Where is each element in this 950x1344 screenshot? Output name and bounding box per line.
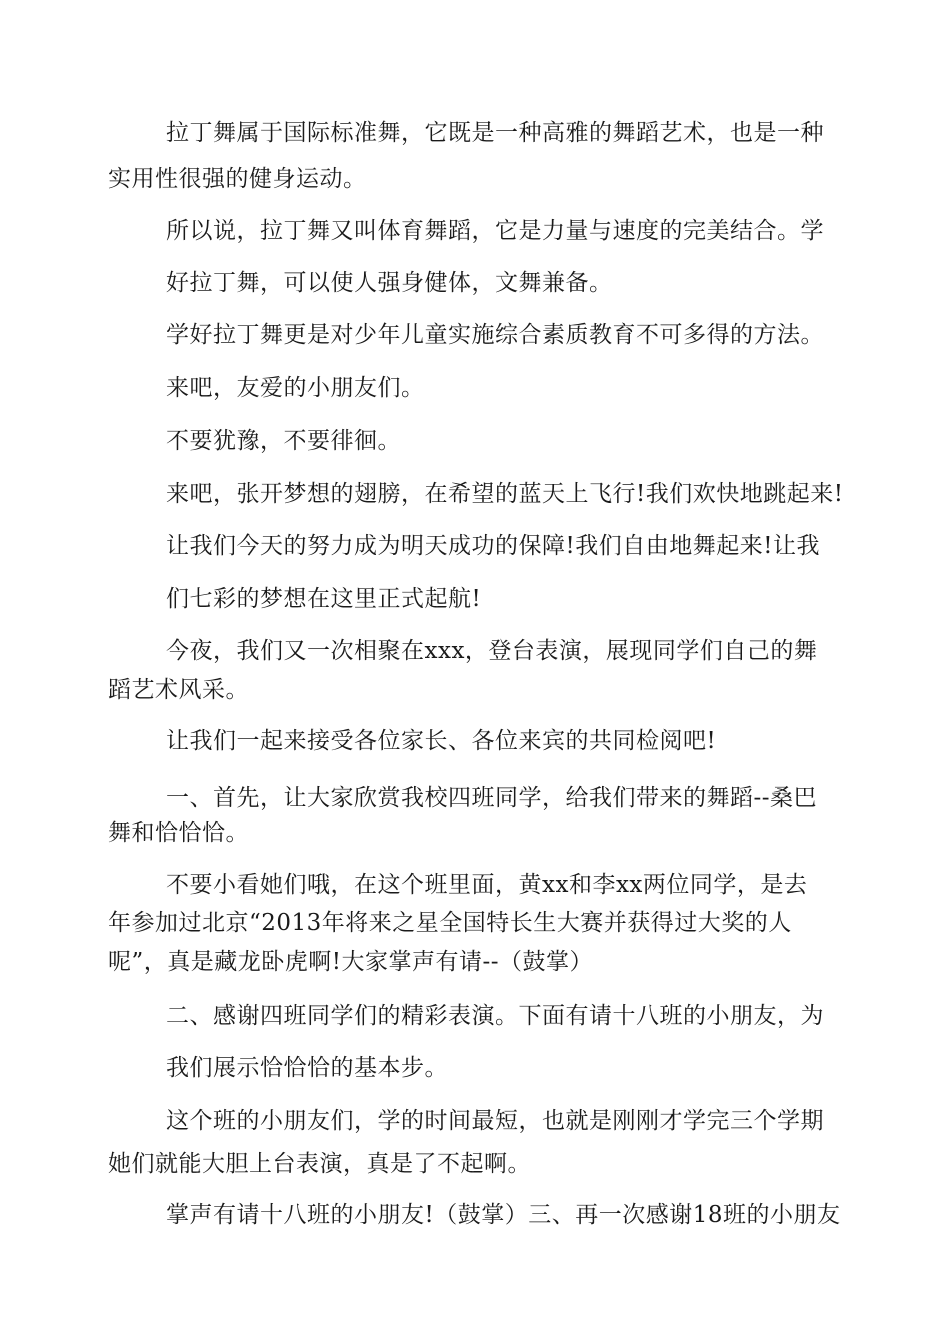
text-line: 她们就能大胆上台表演，真是了不起啊。 [108,1151,531,1177]
text-line: 不要犹豫，不要徘徊。 [166,428,401,454]
text-line: 好拉丁舞，可以使人强身健体，文舞兼备。 [166,270,613,296]
text-line: 今夜，我们又一次相聚在xxx，登台表演，展现同学们自己的舞 [166,638,818,664]
text-line: 让我们今天的努力成为明天成功的保障!我们自由地舞起来!让我 [166,533,820,559]
text-line: 二、感谢四班同学们的精彩表演。下面有请十八班的小朋友，为 [166,1003,824,1029]
text-line: 来吧，友爱的小朋友们。 [166,375,425,401]
text-line: 呢”，真是藏龙卧虎啊!大家掌声有请--（鼓掌） [108,949,594,975]
text-line: 让我们一起来接受各位家长、各位来宾的共同检阅吧! [166,728,717,754]
text-line: 所以说，拉丁舞又叫体育舞蹈，它是力量与速度的完美结合。学 [166,218,824,244]
text-line: 实用性很强的健身运动。 [108,166,367,192]
text-line: 拉丁舞属于国际标准舞，它既是一种高雅的舞蹈艺术，也是一种 [166,120,824,146]
text-line: 学好拉丁舞更是对少年儿童实施综合素质教育不可多得的方法。 [166,322,824,348]
text-line: 掌声有请十八班的小朋友!（鼓掌）三、再一次感谢18班的小朋友 [166,1202,841,1228]
text-line: 不要小看她们哦，在这个班里面，黄xx和李xx两位同学，是去 [166,872,808,898]
text-line: 一、首先，让大家欣赏我校四班同学，给我们带来的舞蹈--桑巴 [166,785,818,811]
text-line: 我们展示恰恰恰的基本步。 [166,1055,448,1081]
text-line: 舞和恰恰恰。 [108,820,249,846]
text-line: 这个班的小朋友们，学的时间最短，也就是刚刚才学完三个学期 [166,1108,824,1134]
text-line: 年参加过北京“2013年将来之星全国特长生大赛并获得过大奖的人 [108,910,792,936]
text-line: 蹈艺术风采。 [108,677,249,703]
text-line: 们七彩的梦想在这里正式起航! [166,586,482,612]
text-line: 来吧，张开梦想的翅膀，在希望的蓝天上飞行!我们欢快地跳起来! [166,481,844,507]
